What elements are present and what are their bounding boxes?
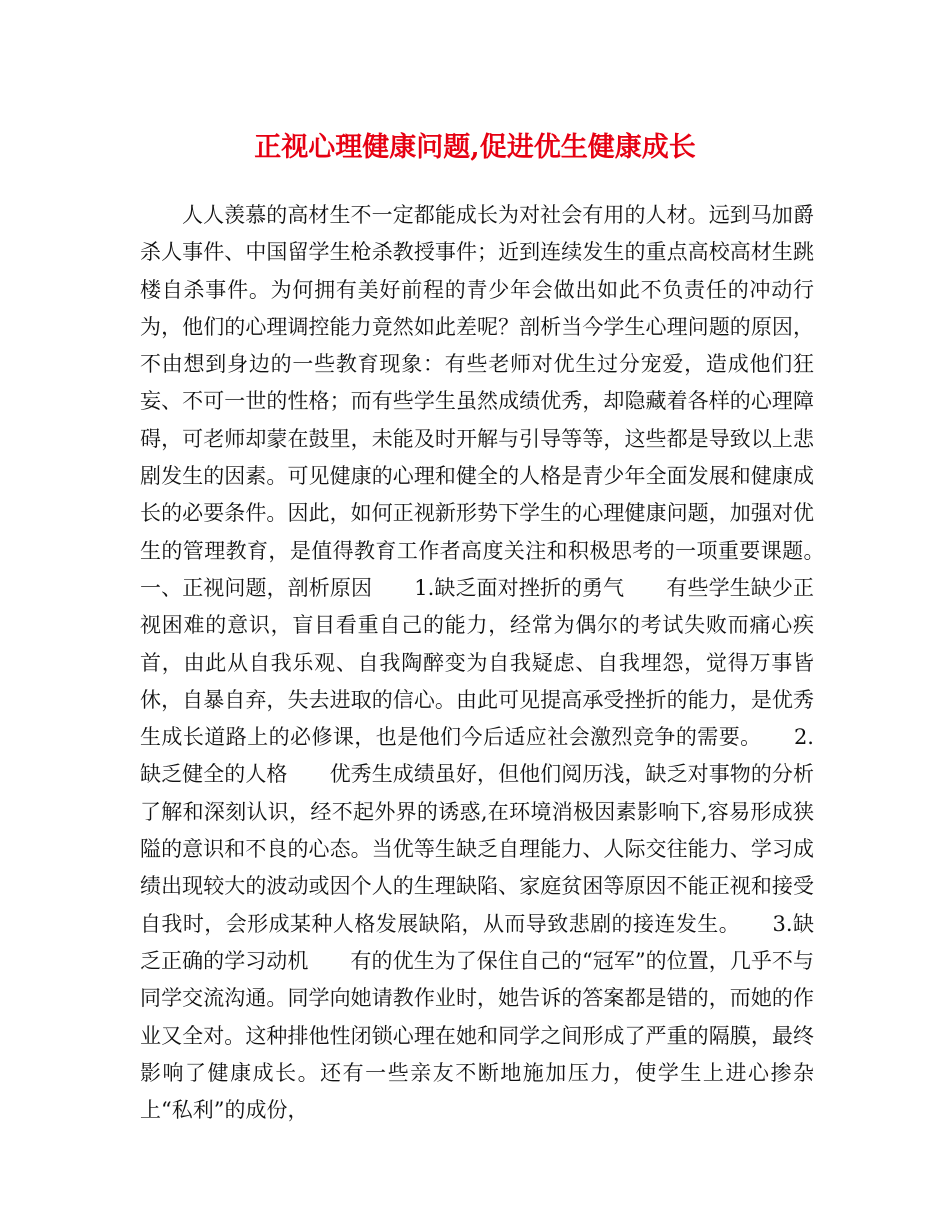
body-paragraph: 人人羡慕的高材生不一定都能成长为对社会有用的人材。远到马加爵杀人事件、中国留学生枪杀教授事件；近到连续发生的重点高校高材生跳楼自杀事件。为何拥有美好前程的青少年会做出如此不负责任的冲动行为，他们的心理调控能力竟然如此差呢？剖析当今学生心理问题的原因，不由想到身边的一些教育现象：有些老师对优生过分宠爱，造成他们狂妄、不可一世的性格；而有些学生虽然成绩优秀，却隐藏着各样的心理障碍，可老师却蒙在鼓里，未能及时开解与引导等等，这些都是导致以上悲剧发生的因素。可见健康的心理和健全的人格是青少年全面发展和健康成长的必要条件。因此，如何正视新形势下学生的心理健康问题，加强对优生的管理教育，是值得教育工作者高度关注和积极思考的一项重要课题。 一、正视问题，剖析原因 1.缺乏面对挫折的勇气 有些学生缺少正视困难的意识，盲目看重自己的能力，经常为偶尔的考试失败而痛心疾首，由此从自我乐观、自我陶醉变为自我疑虑、自我埋怨，觉得万事皆休，自暴自弃，失去进取的信心。由此可见提高承受挫折的能力，是优秀生成长道路上的必修课，也是他们今后适应社会激烈竞争的需要。 2.缺乏健全的人格 优秀生成绩虽好，但他们阅历浅，缺乏对事物的分析了解和深刻认识，经不起外界的诱惑,在环境消极因素影响下,容易形成狭隘的意识和不良的心态。当优等生缺乏自理能力、人际交往能力、学习成绩出现较大的波动或因个人的生理缺陷、家庭贫困等原因不能正视和接受自我时，会形成某种人格发展缺陷，从而导致悲剧的接连发生。 3.缺乏正确的学习动机 有的优生为了保住自己的“冠军”的位置，几乎不与同学交流沟通。同学向她请教作业时，她告诉的答案都是错的，而她的作业又全对。这种排他性闭锁心理在她和同学之间形成了严重的隔膜，最终影响了健康成长。还有一些亲友不断地施加压力，使学生上进心掺杂上“私利”的成份，: [140, 203, 856, 1123]
document-title: 正视心理健康问题,促进优生健康成长: [254, 132, 696, 163]
